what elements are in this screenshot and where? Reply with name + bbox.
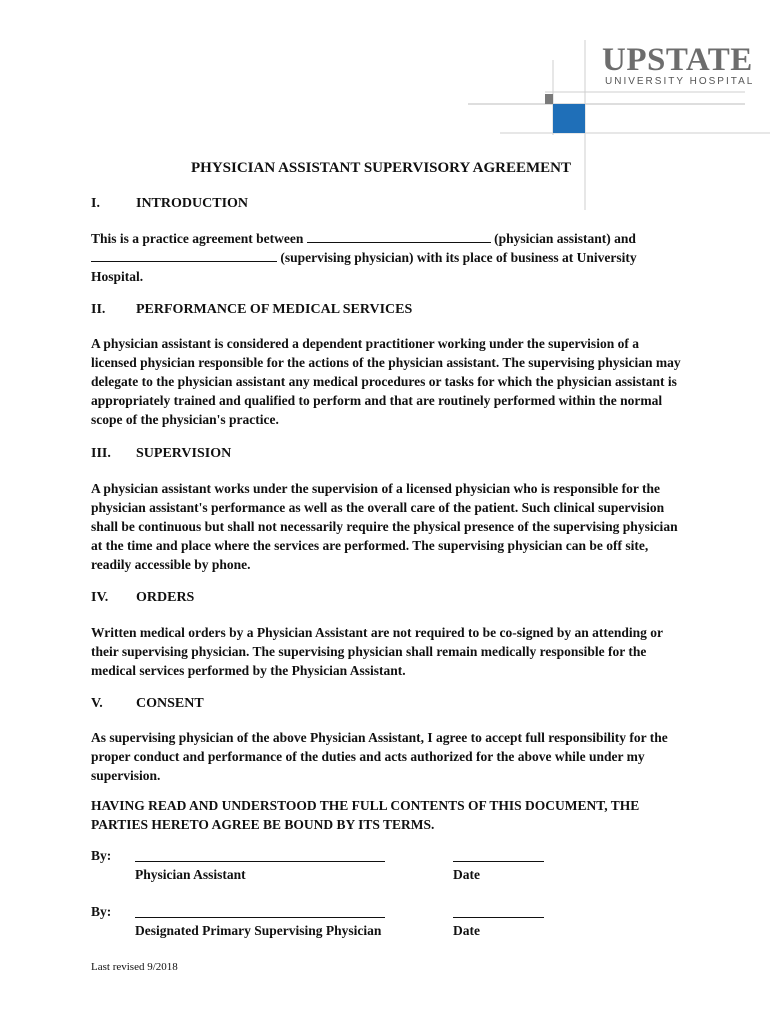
physician-assistant-signature-line[interactable] [135, 861, 385, 862]
section-number: I. [91, 196, 100, 211]
section-title: CONSENT [136, 696, 204, 711]
signature-by-label: By: [91, 848, 112, 863]
supervising-physician-signature-line[interactable] [135, 917, 385, 918]
section-heading-orders [91, 590, 194, 606]
date-label: Date [453, 923, 480, 938]
logo-subtitle: UNIVERSITY HOSPITAL [605, 76, 755, 87]
supervising-physician-date-line[interactable] [453, 917, 544, 918]
section-heading-performance [91, 302, 412, 318]
date-label: Date [453, 867, 480, 882]
section-title: ORDERS [136, 590, 195, 605]
physician-assistant-date-line[interactable] [453, 861, 544, 862]
section-text-orders: Written medical orders by a Physician Assistant are not required to be co-signed by an attending or their supervising physician. The supervising physician shall remain medically responsible for the medical services performed by the Physician Assistant. [91, 625, 663, 678]
logo-graphic [0, 0, 770, 220]
physician-assistant-blank[interactable] [307, 230, 491, 243]
section-text-introduction [91, 229, 686, 286]
section-text-performance: A physician assistant is considered a dependent practitioner working under the supervision of a licensed physician responsible for the actions of the physician assistant. The supervising physician may delegate to the physician assistant any medical procedures or tasks for which the physician assistant is appropriately trained and qualified to perform and that are routinely performed within the normal scope of the physician's practice. [91, 336, 681, 427]
supervising-physician-blank[interactable] [91, 249, 277, 262]
section-heading-consent [91, 696, 204, 712]
section-number: IV. [91, 590, 109, 605]
section-text-consent: As supervising physician of the above Physician Assistant, I agree to accept full responsibility for the proper conduct and performance of the duties and acts authorized for the above while under my supervision. [91, 730, 668, 783]
section-number: II. [91, 302, 106, 317]
signature-by-label: By: [91, 904, 112, 919]
intro-text-part1: This is a practice agreement between [91, 231, 304, 246]
logo-wordmark: UPSTATE [602, 42, 753, 78]
acknowledgement-text: HAVING READ AND UNDERSTOOD THE FULL CONTENTS OF THIS DOCUMENT, THE PARTIES HERETO AGREE BE BOUND BY ITS TERMS. [91, 798, 640, 832]
supervising-physician-label: Designated Primary Supervising Physician [135, 923, 382, 938]
section-heading-supervision [91, 446, 231, 462]
document-title: PHYSICIAN ASSISTANT SUPERVISORY AGREEMENT [191, 160, 572, 176]
section-text-supervision: A physician assistant works under the supervision of a licensed physician who is responsible for the physician assistant's performance as well as the overall care of the patient. Such clinical supervision shall be continuous but shall not necessarily require the physical presence of the supervising physician at the time and place where the services are performed. The supervising physician can be off site, readily accessible by phone. [91, 481, 678, 572]
section-heading-introduction [91, 196, 248, 212]
physician-assistant-label: Physician Assistant [135, 867, 246, 882]
intro-text-part2: (physician assistant) and [494, 231, 636, 246]
deco-blue-square [553, 104, 585, 133]
section-title: SUPERVISION [136, 446, 232, 461]
last-revised-footer: Last revised 9/2018 [91, 961, 178, 973]
section-number: III. [91, 446, 111, 461]
section-number: V. [91, 696, 103, 711]
section-title: INTRODUCTION [136, 196, 249, 211]
intro-text-part3: (supervising physician) with its place of business at University Hospital. [91, 250, 637, 284]
section-title: PERFORMANCE OF MEDICAL SERVICES [136, 302, 413, 317]
deco-gray-square [545, 94, 553, 104]
